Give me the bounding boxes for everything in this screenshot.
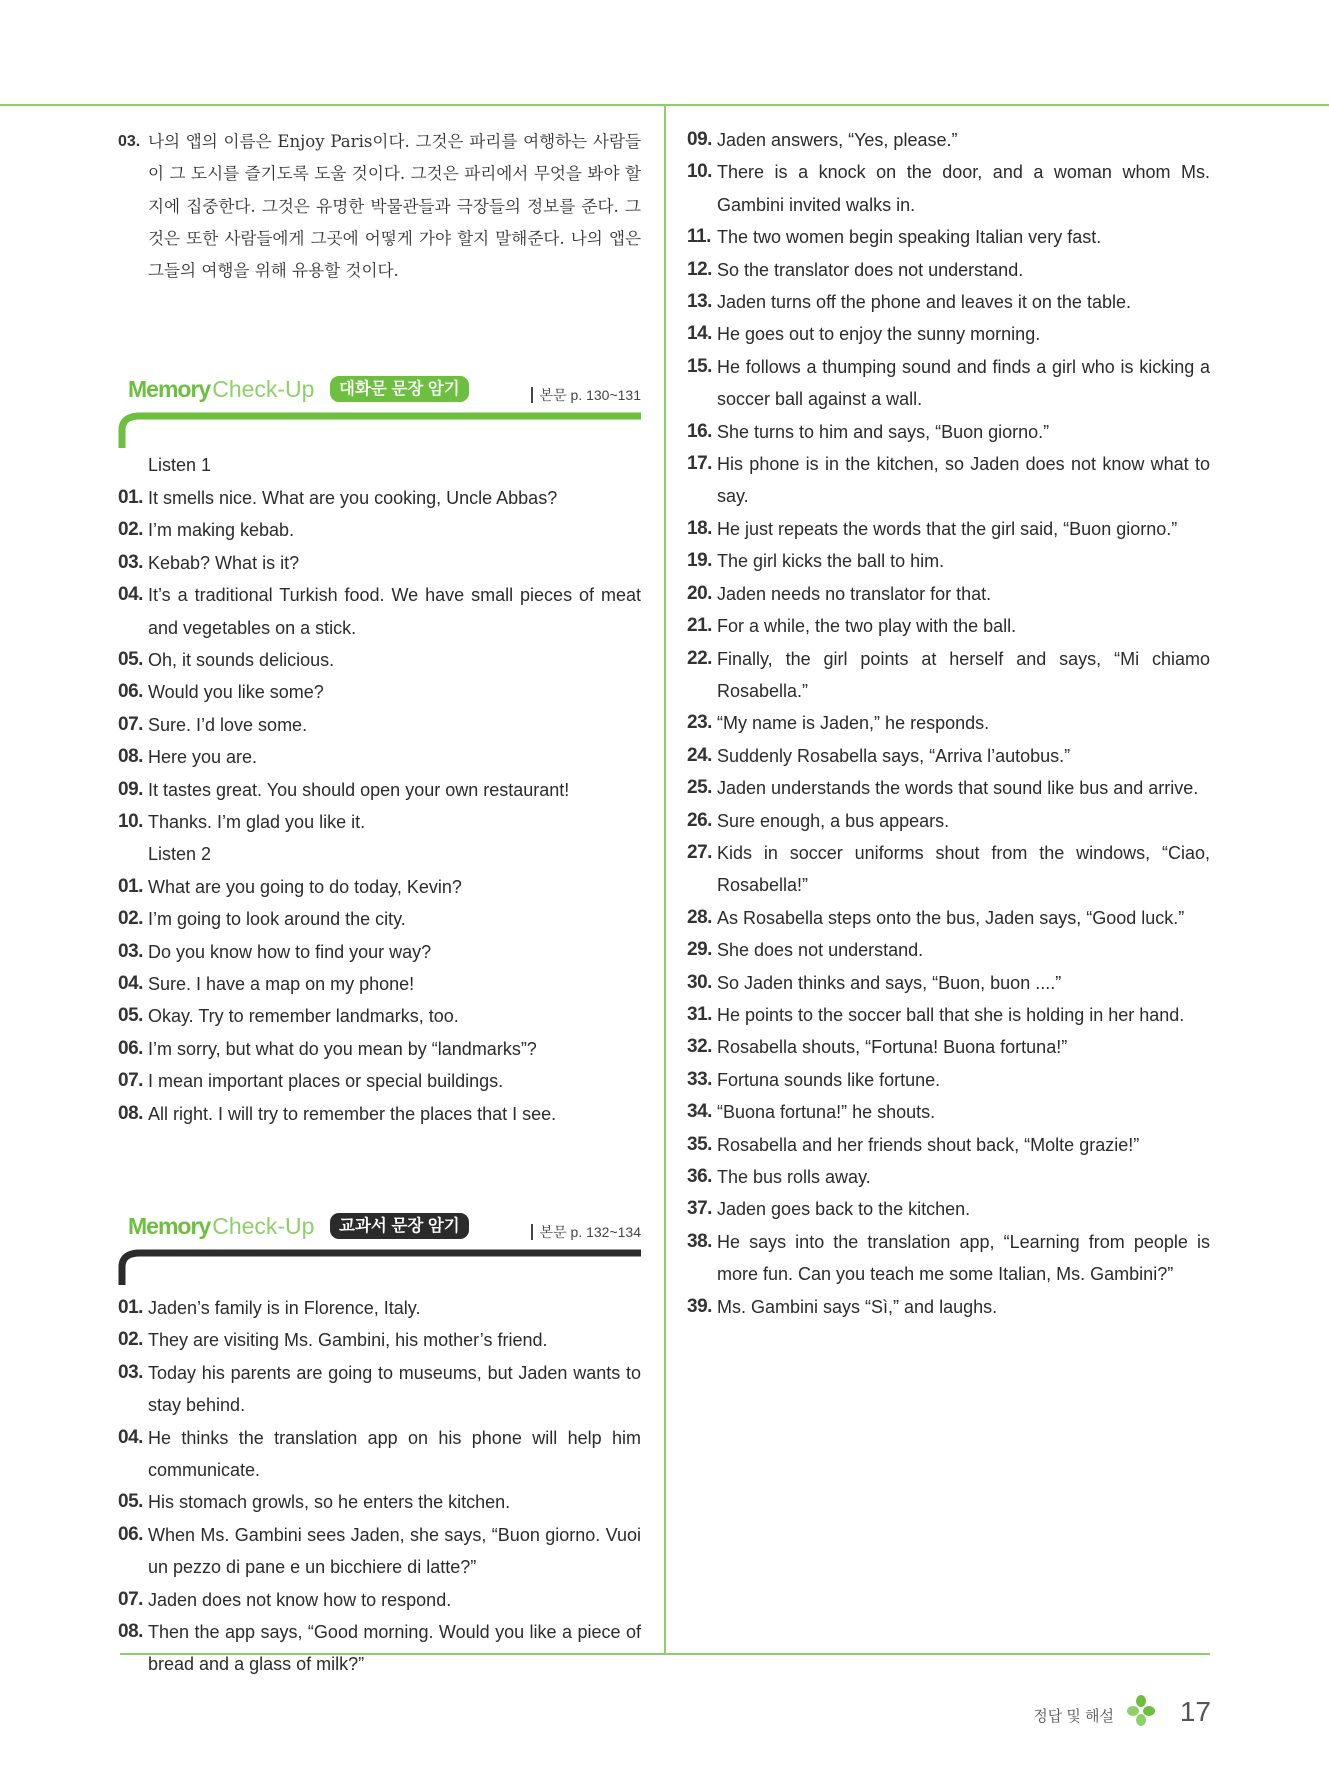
sentence-line (118, 709, 641, 741)
sentence-line (687, 351, 1210, 416)
sentence-text: She does not understand. (717, 940, 924, 961)
sentence-number: 17. (687, 453, 712, 475)
sentence-text: Kids in soccer uniforms shout from the windows, “Ciao, Rosabella!” (717, 842, 1210, 896)
memory-title-light: Check-Up (212, 376, 315, 403)
sentence-number: 30. (687, 971, 712, 993)
sentence-line (687, 1096, 1210, 1128)
sentence-number: 02. (118, 1329, 143, 1351)
sentence-line (687, 999, 1210, 1031)
sentence-number: 29. (687, 939, 712, 961)
sentence-number: 05. (118, 1005, 143, 1027)
sentence-number: 08. (118, 746, 143, 768)
sentence-line (687, 643, 1210, 708)
sentence-line (118, 903, 641, 935)
sentence-line (118, 871, 641, 903)
sentence-line (687, 254, 1210, 286)
sentence-text: Jaden goes back to the kitchen. (717, 1199, 971, 1220)
sentence-text: “Buona fortuna!” he shouts. (717, 1102, 936, 1123)
sentence-text: The girl kicks the ball to him. (717, 551, 945, 572)
textbook-sentences-left (118, 1292, 641, 1681)
sentence-number: 09. (118, 778, 143, 800)
sentence-number: 31. (687, 1003, 712, 1025)
sentence-text: So Jaden thinks and says, “Buon, buon ....” (717, 972, 1062, 993)
sentence-text: Rosabella shouts, “Fortuna! Buona fortuna!” (717, 1037, 1068, 1058)
sentence-line (118, 1292, 641, 1324)
sentence-text: His stomach growls, so he enters the kitchen. (148, 1492, 511, 1513)
sentence-text: Suddenly Rosabella says, “Arriva l’autobus.” (717, 745, 1071, 766)
sentence-number: 36. (687, 1166, 712, 1187)
memory-header-textbook (118, 1210, 641, 1286)
sentence-number: 18. (687, 517, 712, 539)
sentence-text: Would you like some? (148, 682, 324, 703)
leaf-icon (1126, 1694, 1156, 1730)
sentence-text: He thinks the translation app on his phone will help him communicate. (148, 1427, 641, 1481)
sentence-number: 05. (118, 648, 143, 670)
sentence-text: All right. I will try to remember the places that I see. (148, 1103, 557, 1124)
sentence-number: 01. (118, 486, 143, 508)
korean-answer-number: 03. (118, 133, 141, 150)
sentence-line (118, 579, 641, 644)
sentence-number: 04. (118, 972, 143, 994)
sentence-line (687, 934, 1210, 966)
sentence-number: 23. (687, 712, 712, 734)
sentence-text: There is a knock on the door, and a woman whom Ms. Gambini invited walks in. (717, 162, 1210, 215)
sentence-number: 03. (118, 940, 143, 962)
column-divider (664, 106, 666, 1654)
sentence-text: Kebab? What is it? (148, 552, 300, 573)
sentence-line (118, 936, 641, 968)
sentence-line (118, 1422, 641, 1487)
sentence-line (687, 448, 1210, 513)
sentence-line (687, 805, 1210, 837)
sentence-text: Jaden needs no translator for that. (717, 583, 992, 604)
sentence-line (118, 968, 641, 1000)
sentence-line (118, 547, 641, 579)
sentence-number: 22. (687, 647, 712, 669)
textbook-sentences-right (687, 124, 1210, 1323)
memory-header-dialogue (118, 373, 641, 449)
sentence-number: 16. (687, 420, 712, 442)
sentence-text: “My name is Jaden,” he responds. (717, 713, 990, 734)
sentence-number: 34. (687, 1101, 712, 1123)
sentence-text: I’m sorry, but what do you mean by “landmarks”? (148, 1038, 537, 1059)
sentence-number: 11. (687, 226, 711, 248)
memory-badge: 대화문 문장 암기 (330, 376, 469, 402)
left-column (118, 126, 641, 1681)
sentence-number: 03. (118, 551, 143, 573)
sentence-number: 10. (687, 161, 712, 183)
sentence-number: 19. (687, 550, 712, 572)
sentence-text: He points to the soccer ball that she is holding in her hand. (717, 1004, 1185, 1025)
sentence-line (687, 1161, 1210, 1193)
sentence-number: 09. (687, 129, 712, 150)
sentence-text: She turns to him and says, “Buon giorno.” (717, 421, 1050, 442)
sentence-line (118, 1000, 641, 1032)
sentence-number: 14. (687, 323, 712, 345)
memory-title-bold: Memory (128, 1213, 211, 1240)
sentence-text: I’m going to look around the city. (148, 909, 406, 930)
sentence-line (687, 545, 1210, 577)
sentence-text: Then the app says, “Good morning. Would you like a piece of bread and a glass of milk?” (148, 1622, 641, 1675)
sentence-line (687, 416, 1210, 448)
sentence-number: 13. (687, 291, 712, 313)
sentence-text: Jaden understands the words that sound like bus and arrive. (717, 778, 1199, 799)
page-reference: 본문 p. 132~134 (531, 1224, 641, 1240)
sentence-number: 12. (687, 258, 712, 280)
sentence-line (118, 1357, 641, 1422)
sentence-text: It tastes great. You should open your own restaurant! (148, 779, 570, 800)
sentence-text: What are you going to do today, Kevin? (148, 876, 462, 897)
sentence-number: 06. (118, 681, 143, 703)
sentence-number: 04. (118, 584, 143, 606)
sentence-text: Jaden does not know how to respond. (148, 1589, 452, 1610)
memory-title-bold: Memory (128, 376, 211, 403)
sentence-text: His phone is in the kitchen, so Jaden does not know what to say. (717, 454, 1210, 507)
sentence-text: He says into the translation app, “Learning from people is more fun. Can you teach me some Italian, Ms. Gambini?” (717, 1231, 1210, 1285)
sentence-number: 06. (118, 1523, 143, 1545)
right-column (687, 124, 1210, 1323)
sentence-number: 38. (687, 1230, 712, 1252)
sentence-text: Fortuna sounds like fortune. (717, 1069, 941, 1090)
page-reference: 본문 p. 130~131 (531, 387, 641, 403)
sentence-number: 15. (687, 355, 712, 377)
sentence-number: 05. (118, 1491, 143, 1513)
sentence-line (118, 1616, 641, 1681)
sentence-line (118, 1519, 641, 1584)
footer-label: 정답 및 해설 (1033, 1708, 1114, 1725)
sentence-number: 21. (687, 615, 712, 637)
sentence-line (687, 286, 1210, 318)
sentence-number: 32. (687, 1036, 712, 1058)
sentence-text: It smells nice. What are you cooking, Uncle Abbas? (148, 487, 558, 508)
sentence-number: 35. (687, 1133, 712, 1155)
sentence-text: Finally, the girl points at herself and says, “Mi chiamo Rosabella.” (717, 648, 1210, 701)
sentence-number: 37. (687, 1198, 712, 1220)
sentence-line (687, 740, 1210, 772)
section-bracket (118, 1245, 641, 1285)
sentence-line (118, 514, 641, 546)
sentence-line (687, 1129, 1210, 1161)
sentence-number: 20. (687, 582, 712, 604)
sentence-text: As Rosabella steps onto the bus, Jaden says, “Good luck.” (717, 907, 1185, 928)
sentence-text: It’s a traditional Turkish food. We have small pieces of meat and vegetables on a stick. (148, 585, 641, 638)
sentence-number: 07. (118, 1588, 143, 1610)
sentence-number: 01. (118, 875, 143, 897)
sentence-line (118, 644, 641, 676)
sentence-text: Here you are. (148, 747, 258, 768)
sentence-text: The bus rolls away. (717, 1167, 871, 1187)
sentence-line (687, 772, 1210, 804)
sentence-text: So the translator does not understand. (717, 259, 1024, 280)
sentence-line (687, 967, 1210, 999)
sentence-number: 01. (118, 1297, 143, 1319)
sentence-text: He just repeats the words that the girl said, “Buon giorno.” (717, 518, 1178, 539)
sentence-text: The two women begin speaking Italian very fast. (717, 227, 1102, 248)
sentence-text: Ms. Gambini says “Sì,” and laughs. (717, 1296, 998, 1317)
sentence-number: 07. (118, 1070, 143, 1092)
sentence-text: He goes out to enjoy the sunny morning. (717, 324, 1041, 345)
sentence-number: 08. (118, 1621, 143, 1643)
sentence-line (118, 1033, 641, 1065)
sentence-number: 24. (687, 744, 712, 766)
sentence-line (687, 1064, 1210, 1096)
sentence-line (687, 837, 1210, 902)
sentence-number: 03. (118, 1361, 143, 1383)
sentence-line (687, 318, 1210, 350)
sentence-line (687, 156, 1210, 221)
page-number: 17 (1179, 1696, 1211, 1727)
sentence-text: I mean important places or special buildings. (148, 1071, 504, 1092)
sentence-line (687, 610, 1210, 642)
sentence-line (118, 1324, 641, 1356)
sentence-line (687, 513, 1210, 545)
sentence-number: 02. (118, 519, 143, 541)
korean-answer-text: 나의 앱의 이름은 Enjoy Paris이다. 그것은 파리를 여행하는 사람들이 그 도시를 즐기도록 도울 것이다. 그것은 파리에서 무엇을 봐야 할지에 집중한다. 그것은 유명한 박물관들과 극장들의 정보를 준다. 그것은 또한 사람들에게 그곳에 어떻게 가야 할지 말해준다. 나의 앱은 그들의 여행을 위해 유용할 것이다. (148, 132, 641, 281)
sentence-text: He follows a thumping sound and finds a girl who is kicking a soccer ball against a wall. (717, 356, 1210, 410)
sentence-text: Jaden turns off the phone and leaves it on the table. (717, 292, 1131, 313)
sentence-number: 02. (118, 908, 143, 930)
sentence-line (118, 774, 641, 806)
listen2-heading: Listen 2 (148, 844, 212, 865)
sentence-line (118, 741, 641, 773)
sentence-line (687, 1031, 1210, 1063)
sentence-text: Rosabella and her friends shout back, “Molte grazie!” (717, 1134, 1140, 1155)
sentence-number: 25. (687, 777, 712, 799)
sentence-line (118, 482, 641, 514)
sentence-line (687, 1291, 1210, 1323)
sentence-line (118, 806, 641, 838)
sentence-text: For a while, the two play with the ball. (717, 616, 1017, 637)
sentence-text: Today his parents are going to museums, but Jaden wants to stay behind. (148, 1362, 641, 1416)
sentence-number: 08. (118, 1102, 143, 1124)
sentence-text: Thanks. I’m glad you like it. (148, 811, 366, 832)
sentence-number: 06. (118, 1037, 143, 1059)
sentence-text: Jaden answers, “Yes, please.” (717, 130, 958, 150)
sentence-number: 26. (687, 809, 712, 831)
sentence-text: Jaden’s family is in Florence, Italy. (148, 1298, 421, 1319)
sentence-text: Okay. Try to remember landmarks, too. (148, 1006, 459, 1027)
listen2-list (118, 871, 641, 1130)
sentence-text: Sure. I’d love some. (148, 714, 308, 735)
sentence-text: Sure. I have a map on my phone! (148, 973, 415, 994)
memory-title (128, 373, 314, 405)
sentence-number: 39. (687, 1295, 712, 1317)
korean-answer (118, 126, 641, 287)
sentence-line (118, 1065, 641, 1097)
sentence-number: 10. (118, 810, 143, 832)
sentence-number: 04. (118, 1426, 143, 1448)
sentence-number: 33. (687, 1068, 712, 1090)
page-footer (951, 1694, 1211, 1734)
sentence-line (118, 676, 641, 708)
sentence-line (118, 1584, 641, 1616)
sentence-line (118, 1098, 641, 1130)
sentence-line (687, 707, 1210, 739)
sentence-line (687, 1193, 1210, 1225)
sentence-text: I’m making kebab. (148, 520, 295, 541)
memory-title-light: Check-Up (212, 1213, 315, 1240)
sentence-line (687, 578, 1210, 610)
sentence-text: Oh, it sounds delicious. (148, 649, 335, 670)
listen1-heading: Listen 1 (148, 455, 212, 476)
sentence-line (687, 902, 1210, 934)
sentence-number: 27. (687, 841, 712, 863)
sentence-line (687, 221, 1210, 253)
sentence-text: Do you know how to find your way? (148, 941, 432, 962)
sentence-line (687, 124, 1210, 156)
memory-badge: 교과서 문장 암기 (330, 1213, 469, 1239)
section-bracket (118, 408, 641, 448)
sentence-text: When Ms. Gambini sees Jaden, she says, “Buon giorno. Vuoi un pezzo di pane e un bicchiere di latte?” (148, 1524, 641, 1578)
sentence-text: Sure enough, a bus appears. (717, 810, 950, 831)
sentence-text: They are visiting Ms. Gambini, his mother’s friend. (148, 1330, 548, 1351)
sentence-number: 28. (687, 906, 712, 928)
sentence-line (687, 1226, 1210, 1291)
listen1-list (118, 482, 641, 838)
sentence-number: 07. (118, 713, 143, 735)
memory-title (128, 1210, 314, 1242)
sentence-line (118, 1486, 641, 1518)
